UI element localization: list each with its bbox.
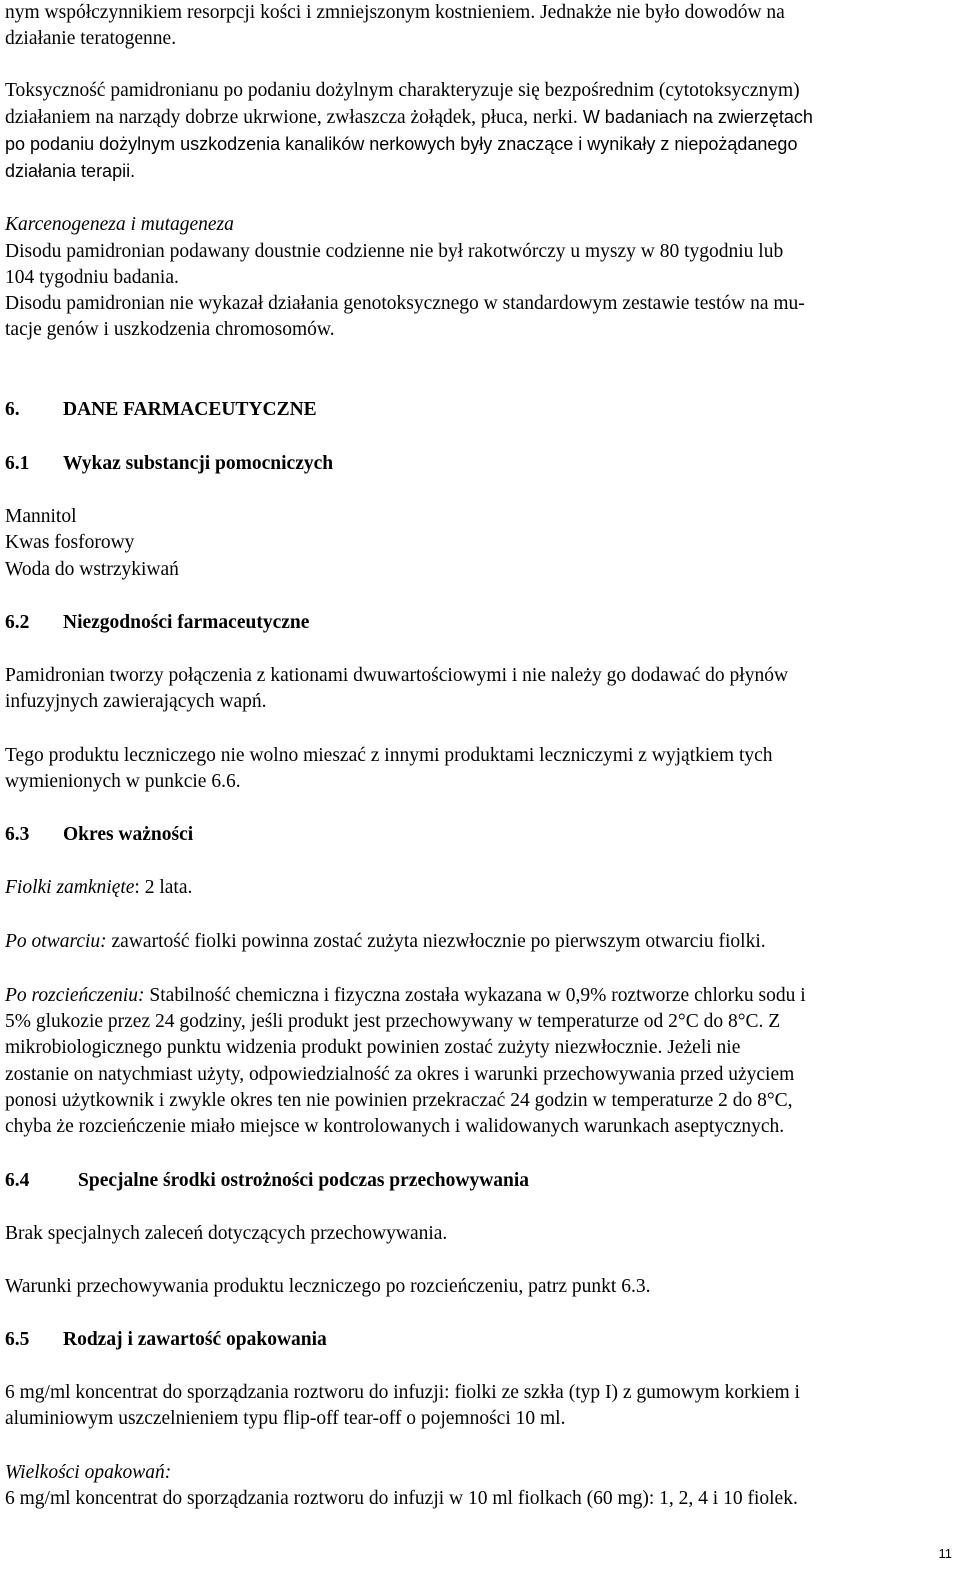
- paragraph-line: 6 mg/ml koncentrat do sporządzania roztworu do infuzji w 10 ml fiolkach (60 mg): 1, 2, 4 i 10 fiolek.: [5, 1488, 798, 1509]
- paragraph-line: ponosi użytkownik i zwykle okres ten nie powinien przekraczać 24 godzin w temperaturze 2 do 8°C,: [5, 1090, 793, 1111]
- field-value: zawartość fiolki powinna zostać zużyta niezwłocznie po pierwszym otwarciu fiolki.: [106, 931, 766, 952]
- paragraph-line: Brak specjalnych zaleceń dotyczących przechowywania.: [5, 1223, 448, 1244]
- paragraph-line: Pamidronian tworzy połączenia z kationami dwuwartościowymi i nie należy go dodawać do płynów: [5, 665, 789, 686]
- excipient-item: Woda do wstrzykiwań: [5, 559, 179, 580]
- subsection-heading: Karcenogeneza i mutageneza: [5, 214, 234, 235]
- section-title: DANE FARMACEUTYCZNE: [63, 399, 317, 420]
- paragraph-line: wymienionych w punkcie 6.6.: [5, 771, 241, 792]
- section-heading: [5, 1168, 529, 1194]
- section-number: 6.1: [5, 453, 30, 474]
- section-number: 6.3: [5, 824, 30, 845]
- paragraph-line: infuzyjnych zawierających wapń.: [5, 691, 267, 712]
- paragraph-line: mikrobiologicznego punktu widzenia produkt powinien zostać zużyty niezwłocznie. Jeżeli nie: [5, 1037, 741, 1058]
- paragraph-line: Disodu pamidronian nie wykazał działania genotoksycznego w standardowym zestawie testów na mu-: [5, 293, 805, 314]
- paragraph-line: 5% glukozie przez 24 godziny, jeśli produkt jest przechowywany w temperaturze od 2°C do 8°C. Z: [5, 1011, 781, 1032]
- paragraph-line: zostanie on natychmiast użyty, odpowiedzialność za okres i warunki przechowywania przed użyciem: [5, 1064, 795, 1085]
- text-run-sans: W badaniach na zwierzętach: [577, 107, 813, 127]
- paragraph-line: po podaniu dożylnym uszkodzenia kanalików nerkowych były znaczące i wynikały z niepożądanego: [5, 134, 798, 154]
- paragraph-line: Toksyczność pamidronianu po podaniu dożylnym charakteryzuje się bezpośrednim (cytotoksycznym): [5, 80, 800, 101]
- excipient-item: Mannitol: [5, 506, 77, 527]
- paragraph-line: działania terapii.: [5, 161, 136, 181]
- paragraph-line: [5, 104, 813, 131]
- field-value: Stabilność chemiczna i fizyczna została wykazana w 0,9% roztworze chlorku sodu i: [144, 985, 806, 1006]
- section-number: 6.4: [5, 1170, 30, 1191]
- section-title: Okres ważności: [63, 824, 194, 845]
- paragraph-line: [5, 875, 192, 901]
- paragraph-line: tacje genów i uszkodzenia chromosomów.: [5, 319, 335, 340]
- section-title: Wykaz substancji pomocniczych: [63, 453, 334, 474]
- paragraph-line: aluminiowym uszczelnieniem typu flip-off tear-off o pojemności 10 ml.: [5, 1408, 566, 1429]
- paragraph-line: Disodu pamidronian podawany doustnie codzienne nie był rakotwórczy u myszy w 80 tygodniu lub: [5, 241, 784, 262]
- paragraph-line: Warunki przechowywania produktu leczniczego po rozcieńczeniu, patrz punkt 6.3.: [5, 1276, 651, 1297]
- section-heading: [5, 451, 333, 477]
- field-label: Po rozcieńczeniu:: [5, 985, 145, 1006]
- paragraph-line: działanie teratogenne.: [5, 28, 177, 49]
- section-number: 6.5: [5, 1329, 30, 1350]
- section-title: Specjalne środki ostrożności podczas przechowywania: [78, 1170, 530, 1191]
- section-heading: [5, 610, 309, 636]
- field-value: : 2 lata.: [134, 877, 193, 898]
- paragraph-line: Tego produktu leczniczego nie wolno mieszać z innymi produktami leczniczymi z wyjątkiem tych: [5, 745, 773, 766]
- page-number: 11: [938, 1546, 952, 1561]
- paragraph-line: [5, 983, 806, 1009]
- section-number: 6.: [5, 399, 20, 420]
- paragraph-line: chyba że rozcieńczenie miało miejsce w kontrolowanych i walidowanych warunkach aseptycznych.: [5, 1116, 785, 1137]
- section-heading: [5, 1327, 327, 1353]
- section-heading: [5, 397, 317, 423]
- section-heading: [5, 822, 193, 848]
- section-number: 6.2: [5, 612, 30, 633]
- field-label: Po otwarciu:: [5, 931, 107, 952]
- section-title: Rodzaj i zawartość opakowania: [63, 1329, 327, 1350]
- field-label: Fiolki zamknięte: [5, 877, 135, 898]
- paragraph-line: [5, 929, 766, 955]
- field-label: Wielkości opakowań:: [5, 1462, 172, 1483]
- section-title: Niezgodności farmaceutyczne: [63, 612, 310, 633]
- paragraph-line: nym współczynnikiem resorpcji kości i zmniejszonym kostnieniem. Jednakże nie było dowodów na: [5, 2, 785, 23]
- excipient-item: Kwas fosforowy: [5, 532, 135, 553]
- paragraph-line: 6 mg/ml koncentrat do sporządzania roztworu do infuzji: fiolki ze szkła (typ I) z gumowym korkiem i: [5, 1382, 800, 1403]
- paragraph-line: 104 tygodniu badania.: [5, 267, 179, 288]
- text-run: działaniem na narządy dobrze ukrwione, zwłaszcza żołądek, płuca, nerki.: [5, 107, 578, 128]
